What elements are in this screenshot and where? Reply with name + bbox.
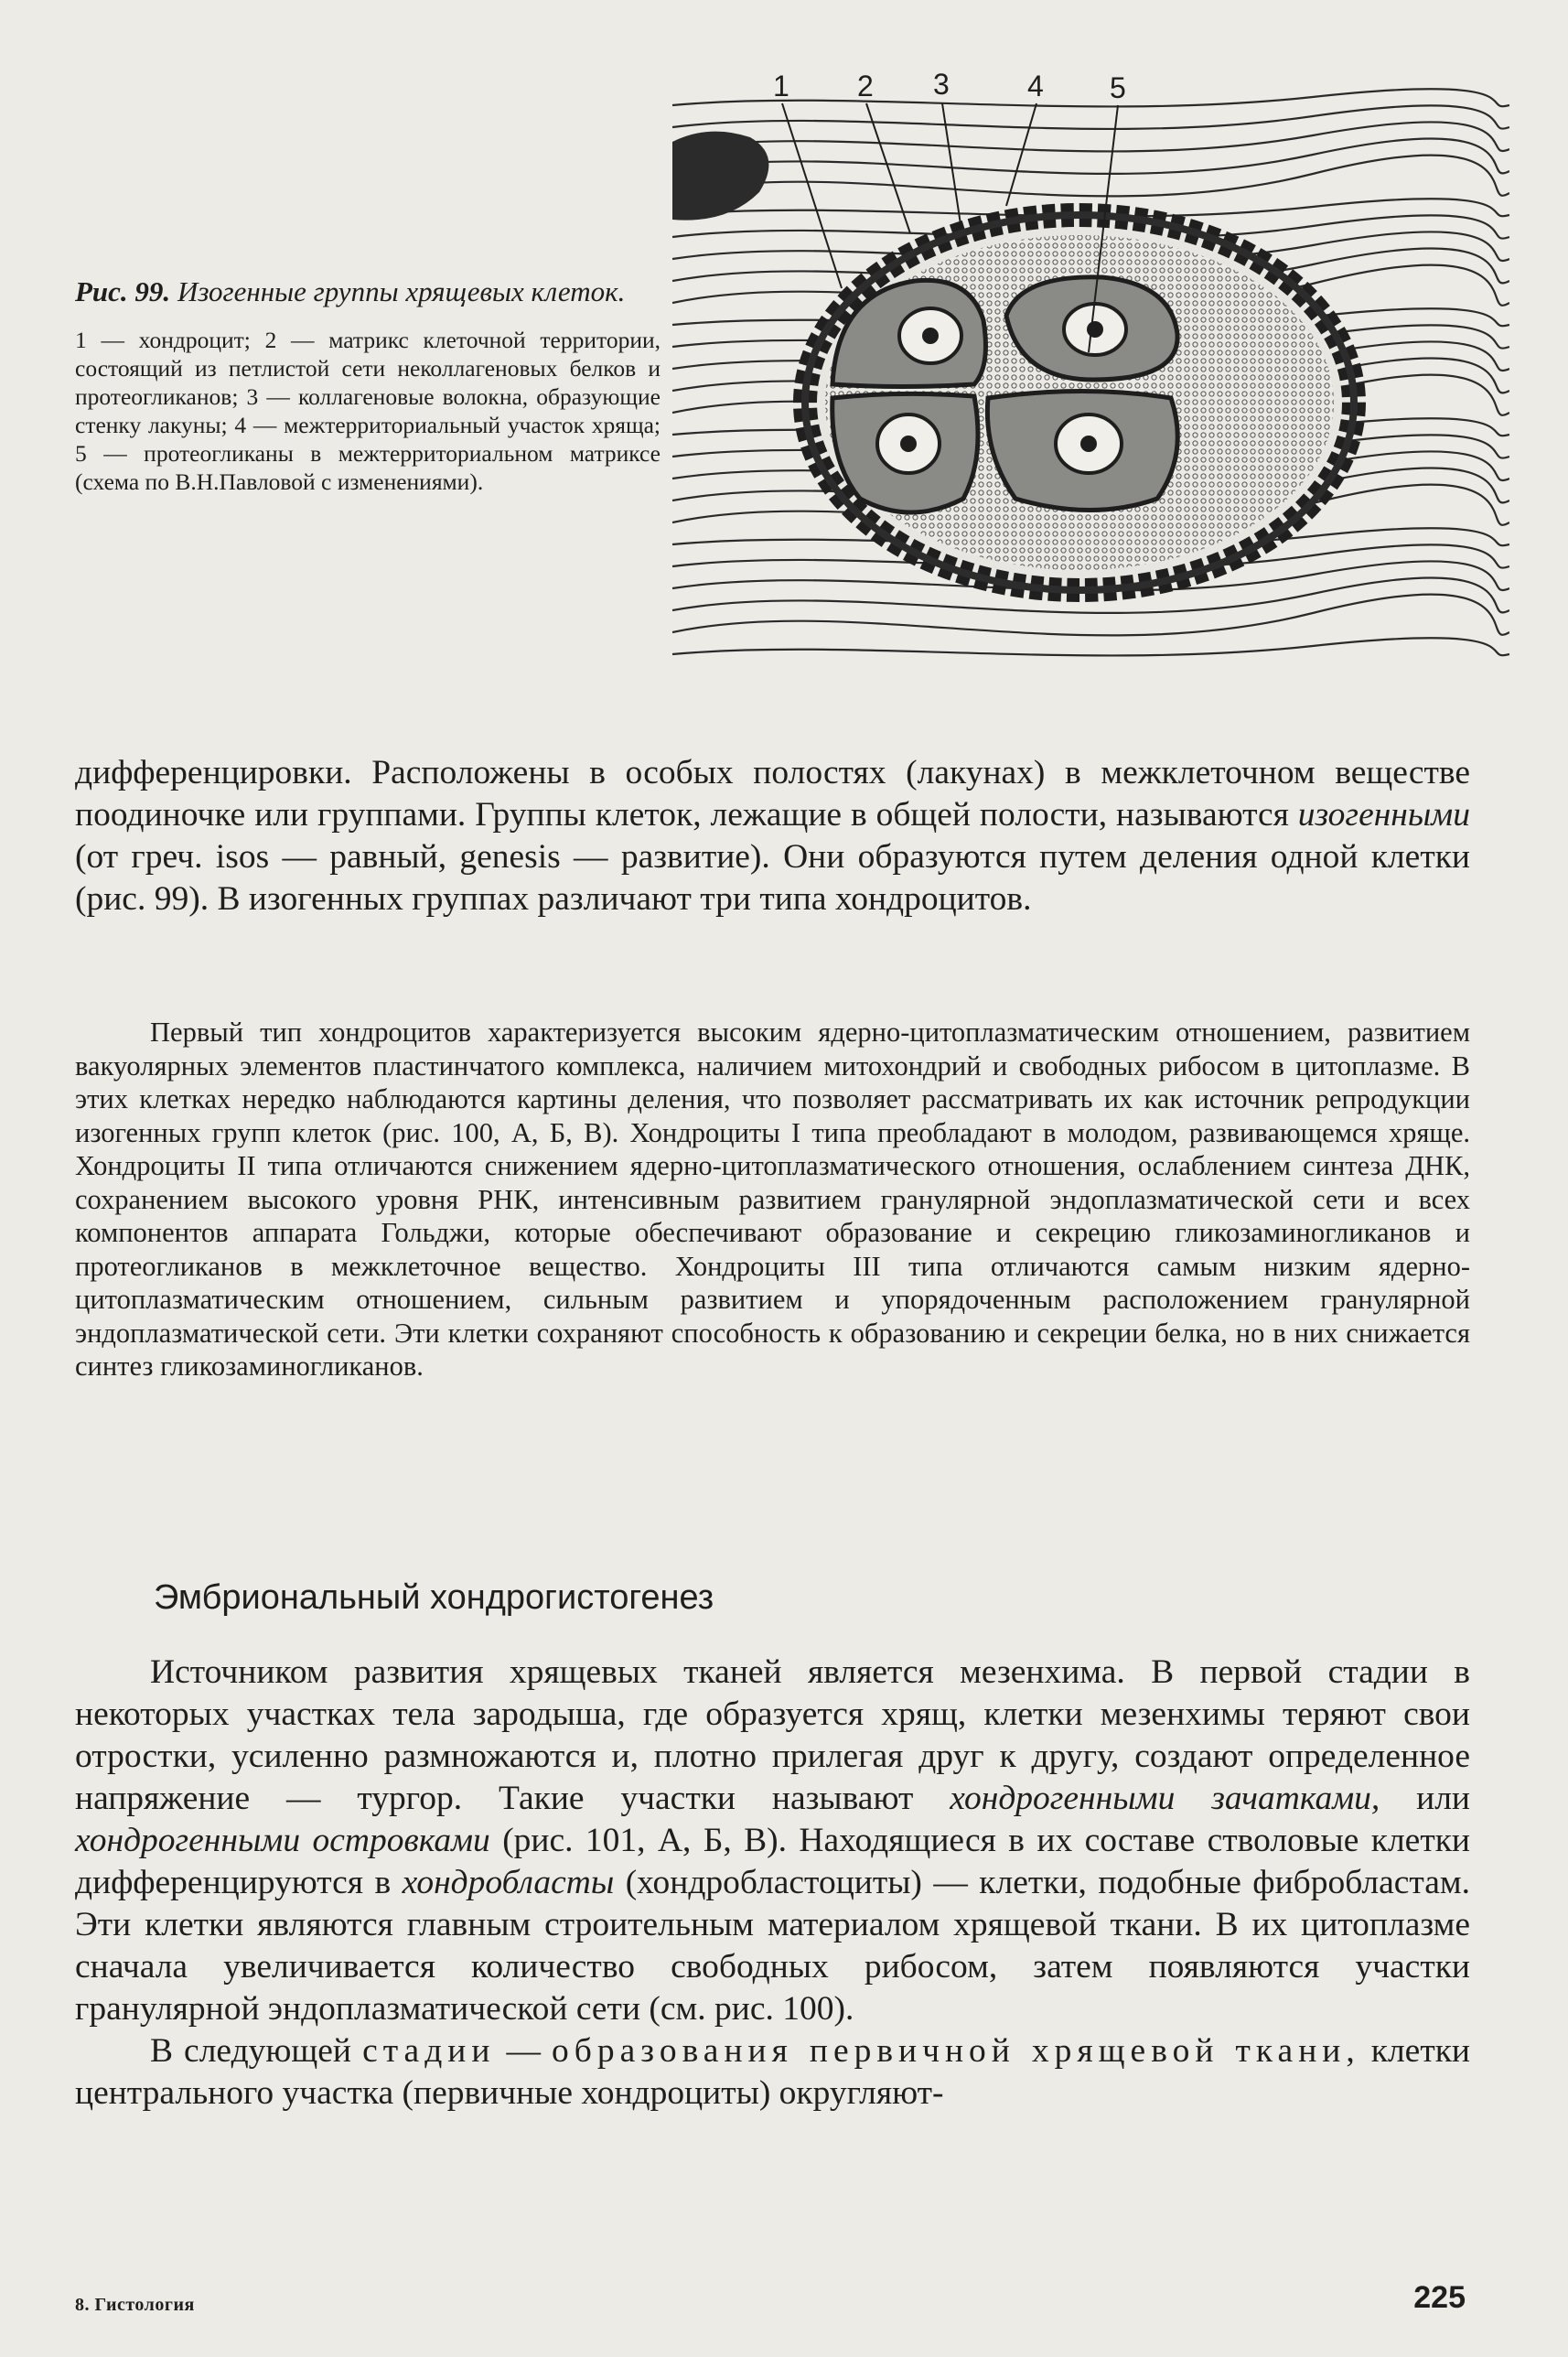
fiber-line — [672, 139, 1509, 174]
figure-label-2: 2 — [857, 70, 874, 102]
dense-corner-mass — [672, 132, 768, 221]
footer-chapter: 8. Гистология — [75, 2295, 195, 2315]
figure-title — [75, 274, 660, 309]
fiber-line — [672, 122, 1509, 151]
chondrocyte-types-paragraph: Первый тип хондроцитов характеризуется высоким ядерно-цитоплазматическим отношением, развитием вакуолярных элементов пластинчатого комплекса, наличием митохондрий и свободных рибосом в цитоплазме. В этих клетках нередко наблюдаются картины деления, что позволяет рассматривать их как источник репродукции изогенных групп клеток (рис. 100, А, Б, В). Хондроциты I типа преобладают в молодом, развивающемся хряще. Хондроциты II типа отличаются снижением ядерно-цитоплазматического отношения, ослаблением синтеза ДНК, сохранением высокого уровня РНК, интенсивным развитием гранулярной эндоплазматической сети и всех компонентов аппарата Гольджи, которые обеспечивают образование и секрецию гликозаминогликанов и протеогликанов в межклеточное вещество. Хондроциты III типа отличаются самым низким ядерно-цитоплазматическим отношением, сильным развитием и упорядоченным расположением гранулярной эндоплазматической сети. Эти клетки сохраняют способность к образованию и секреции белка, но в них снижается синтез гликозаминогликанов. — [75, 1017, 1470, 1382]
fiber-line — [672, 89, 1509, 106]
intro-text-a: дифференцировки. Расположены в особых полостях (лакунах) в межклеточном веществе поодиночке или группами. Группы клеток, лежащие в общей полости, называются — [75, 754, 1470, 834]
figure-title-text: Изогенные группы хрящевых клеток. — [177, 275, 626, 307]
p2-text-a: В следующей — [150, 2032, 363, 2070]
intro-paragraph — [75, 752, 1470, 920]
p1-term-3: хондробласты — [402, 1864, 615, 1901]
p1-text-a: Источником развития хрящевых тканей является мезенхима. В первой стадии в некоторых участках тела зародыша, где образуется хрящ, клетки мезенхимы теряют свои отростки, усиленно размножаются и, плотно прилегая друг к другу, создают определенное напряжение — тургор. Такие участки называют — [75, 1653, 1470, 1817]
nucleolus-4 — [1080, 436, 1097, 452]
nucleolus-2 — [1087, 321, 1103, 338]
fiber-line — [672, 638, 1509, 655]
figure-label-5: 5 — [1110, 71, 1126, 104]
p1-term-1: хондрогенными зачатками, — [950, 1780, 1380, 1817]
section-paragraph-2 — [75, 2030, 1470, 2115]
p1-text-c: (рис. 101, А, Б, В). Находящиеся в их составе стволовые клетки дифференцируются в — [75, 1822, 1470, 1901]
page-number: 225 — [1413, 2280, 1466, 2315]
p1-term-2: хондрогенными островками — [75, 1822, 490, 1859]
cartilage-isogenous-group-drawing — [672, 69, 1509, 691]
p1-text-b: или — [1380, 1780, 1470, 1817]
figure-label-4: 4 — [1027, 70, 1044, 102]
figure-label-1: 1 — [773, 70, 789, 102]
section-paragraph-1 — [75, 1652, 1470, 2030]
section-body — [75, 1652, 1470, 2115]
figure-number: Рис. 99. — [75, 275, 171, 307]
nucleolus-3 — [900, 436, 917, 452]
p2-spaced-2: образования первичной хрящевой ткани, — [552, 2032, 1360, 2070]
figure-label-3: 3 — [933, 69, 950, 101]
section-heading: Эмбриональный хондрогистогенез — [154, 1578, 714, 1617]
nucleolus-1 — [922, 328, 939, 344]
p1-text-d: (хондробластоциты) — клетки, подобные фибробластам. Эти клетки являются главным строительным материалом хрящевой ткани. В их цитоплазме сначала увеличивается количество свободных рибосом, затем появляются участки гранулярной эндоплазматической сети (см. рис. 100). — [75, 1864, 1470, 2028]
intro-text-b: (от греч. isos — равный, genesis — развитие). Они образуются путем деления одной клетки (рис. 99). В изогенных группах различают три типа хондроцитов. — [75, 838, 1470, 918]
p2-text-b: — — [495, 2032, 553, 2070]
figure-legend: 1 — хондроцит; 2 — матрикс клеточной территории, состоящий из петлистой сети неколлагеновых белков и протеогликанов; 3 — коллагеновые волокна, образующие стенку лакуны; 4 — межтерриториальный участок хряща; 5 — протеогликаны в межтерриториальном матриксе (схема по В.Н.Павловой с изменениями). — [75, 327, 660, 495]
intro-term: изогенными — [1297, 796, 1470, 834]
p2-text-c: клетки центрального участка (первичные хондроциты) округляют- — [75, 2032, 1471, 2112]
p2-spaced-1: стадии — [362, 2032, 496, 2070]
figure-illustration — [672, 69, 1509, 691]
figure-caption — [75, 274, 660, 496]
